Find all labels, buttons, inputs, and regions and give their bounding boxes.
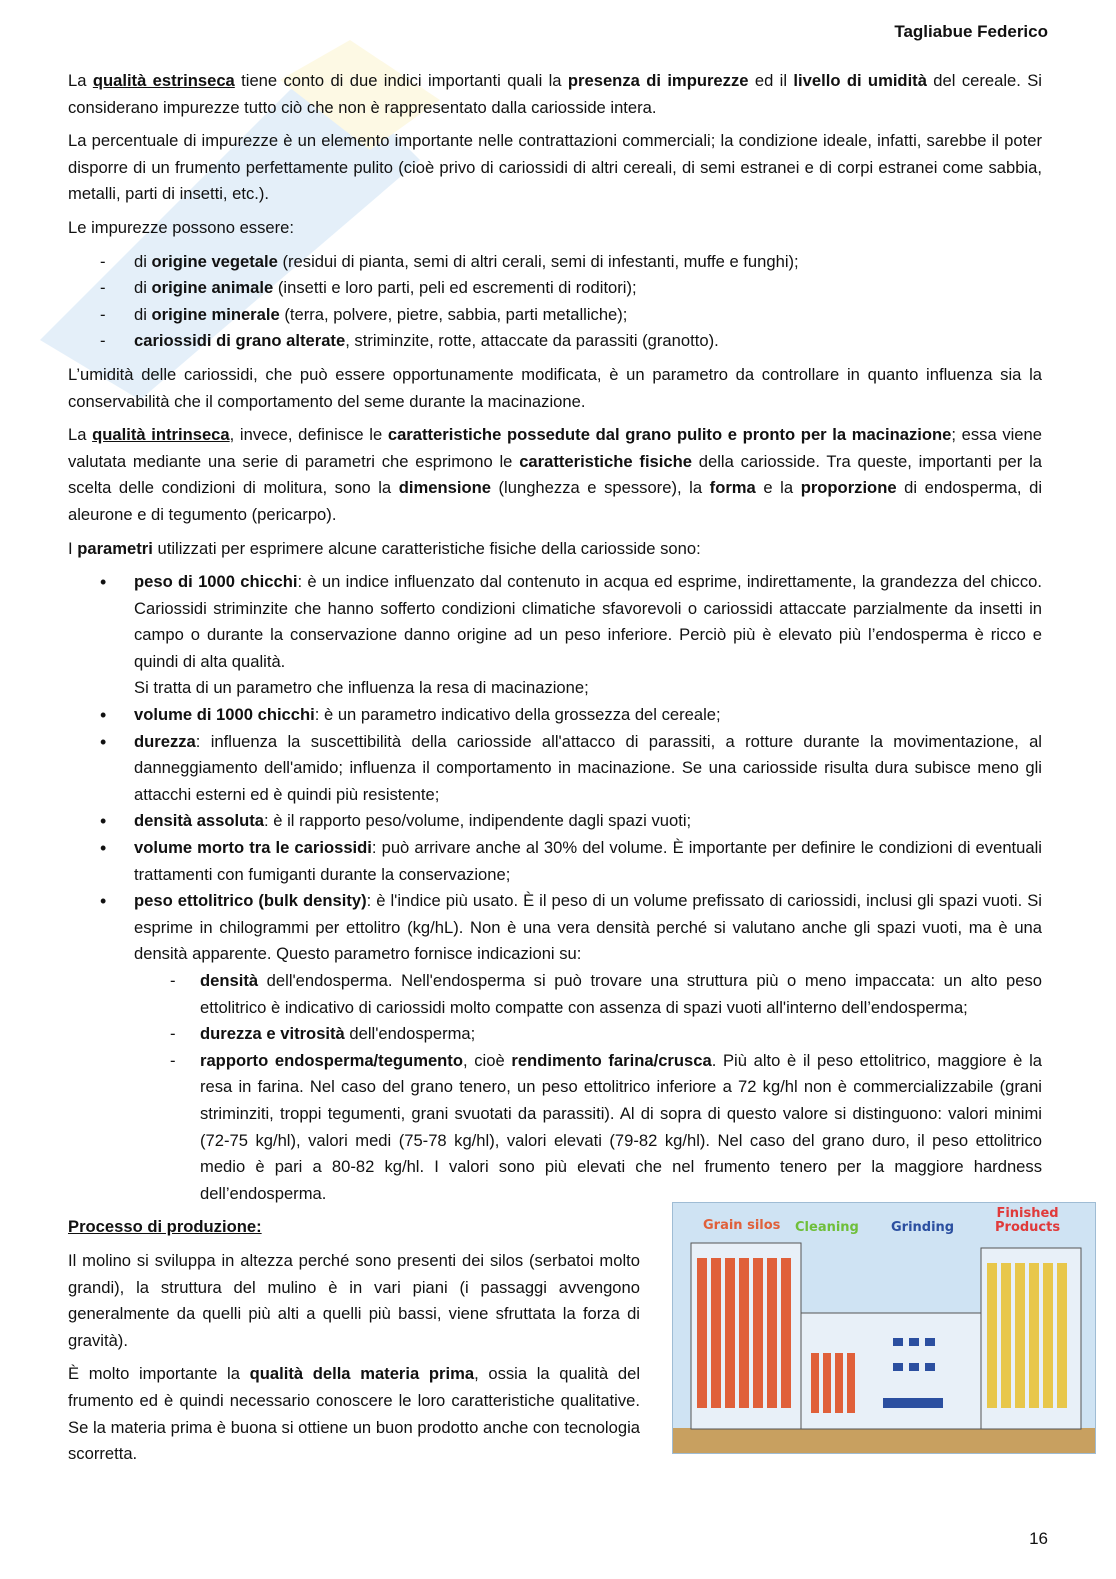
list-item: • durezza: influenza la suscettibilità della cariosside all'attacco di parassiti, a rotture durante la movimentazione, al danneggiamento dell'amido; influenza il comportamento in macinazione. Se una cariosside risulta dura subisce meno gli attacchi esterni ed è quindi più resistente; — [68, 729, 1042, 809]
label-grinding: Grinding — [891, 1220, 955, 1236]
paragraph-impurity-percentage: La percentuale di impurezze è un elemento importante nelle contrattazioni commerciali; la condizione ideale, infatti, sarebbe il poter disporre di un frumento perfettamente pulito (cioè privo di cariossidi di altri cereali, di semi estranei e di corpi estranei come sabbia, metalli, parti di insetti, etc.). — [68, 131, 1042, 204]
roller-mill — [893, 1338, 903, 1346]
list-item: - di origine vegetale (residui di pianta, semi di altri cerali, semi di infestanti, muffe e funghi); — [68, 249, 1042, 276]
page-number: 16 — [1029, 1529, 1048, 1548]
paragraph-humidity: L’umidità delle cariossidi, che può essere opportunamente modificata, è un parametro da controllare in quanto influenza sia la conservabilità che il comportamento del seme durante la macinazione. — [68, 364, 1042, 411]
silo — [767, 1258, 777, 1408]
silo — [711, 1258, 721, 1408]
silos-group — [697, 1258, 791, 1408]
list-item: • peso di 1000 chicchi: è un indice influenzato dal contenuto in acqua ed esprime, indirettamente, la grandezza del chicco. Cariossidi striminzite che hanno sofferto condizioni climatiche sfavorevoli o cariossidi attaccate parzialmente da insetti in campo o durante la conservazione danno origine ad un peso inferiore. Perciò più è elevato più l’endosperma è ricco e quindi di alta qualità. Si tratta di un parametro che influenza la resa di macinazione; — [68, 569, 1042, 702]
product-bin — [987, 1263, 997, 1408]
production-section — [68, 1206, 1061, 1474]
production-title: Processo di produzione: — [68, 1217, 262, 1237]
roller-mill — [893, 1363, 903, 1371]
product-bin — [1029, 1263, 1039, 1408]
roller-mill — [925, 1338, 935, 1346]
label-grain-silos: Grain silos — [703, 1218, 781, 1234]
silo — [739, 1258, 749, 1408]
paragraph-mill-structure: Il molino si sviluppa in altezza perché sono presenti dei silos (serbatoi molto grandi), la struttura del mulino è in vari piani (i passaggi avvengono generalmente da quelli più alti a quelli più bassi, viene sfruttata la forza di gravità). — [68, 1250, 640, 1350]
header-author: Tagliabue Federico — [894, 22, 1048, 41]
silo — [697, 1258, 707, 1408]
roller-mill — [909, 1363, 919, 1371]
silo — [725, 1258, 735, 1408]
product-bin — [1015, 1263, 1025, 1408]
paragraph-intrinsic-quality: La qualità intrinseca, invece, definisce le caratteristiche possedute dal grano pulito e pronto per la macinazione; essa viene valutata mediante una serie di parametri che esprimono le caratteristiche fisiche della cariosside. Tra queste, importanti per la scelta delle condizioni di molitura, sono la dimensione (lunghezza e spessore), la forma e la proporzione di endosperma, di aleurone e di tegumento (pericarpo). — [68, 425, 1042, 524]
product-bin — [1057, 1263, 1067, 1408]
paragraph-params-intro: I parametri utilizzati per esprimere alcune caratteristiche fisiche della cariosside sono: — [68, 538, 701, 558]
page-content — [68, 68, 1061, 1474]
production-text — [68, 1214, 640, 1474]
cleaning-bin — [847, 1353, 855, 1413]
list-item: - densità dell'endosperma. Nell'endosperma si può trovare una struttura più o meno impaccata: un alto peso ettolitrico è indicativo di cariossidi molto compatte con assenza di spazi vuoti all'interno dell’endosperma; — [134, 968, 1042, 1021]
list-item: - cariossidi di grano alterate, striminzite, rotte, attaccate da parassiti (granotto). — [68, 328, 1042, 355]
impurity-list — [68, 249, 1042, 355]
params-list — [68, 569, 1042, 1207]
list-item: - rapporto endosperma/tegumento, cioè rendimento farina/crusca. Più alto è il peso ettolitrico, maggiore è la resa in farina. Nel caso del grano tenero, un peso ettolitrico inferiore a 72 kg/hl non è commercializzabile (grani striminziti, troppi tegumenti, grani svuotati da parassiti). Al di sopra di questo valore si distinguono: valori minimi (72-75 kg/hl), valori medi (75-78 kg/hl), valori elevati (79-82 kg/hl). Nel caso del grano duro, il peso ettolitrico medio è pari a 80-82 kg/hl. I valori sono più elevati che nel frumento tenero per la maggiore hardness dell’endosperma. — [134, 1048, 1042, 1208]
product-bin — [1001, 1263, 1011, 1408]
list-item: • volume di 1000 chicchi: è un parametro indicativo della grossezza del cereale; — [68, 702, 1042, 729]
list-item: • densità assoluta: è il rapporto peso/volume, indipendente dagli spazi vuoti; — [68, 808, 1042, 835]
paragraph-impurity-types-intro: Le impurezze possono essere: — [68, 217, 294, 237]
silo — [753, 1258, 763, 1408]
list-item: • peso ettolitrico (bulk density): è l'indice più usato. È il peso di un volume prefissato di cariossidi, inclusi gli spazi vuoti. Si esprime in chilogrammi per ettolitro (kg/hL). Non è una vera densità perché si valutano anche gli spazi vuoti, ma è una densità apparente. Questo parametro fornisce indicazioni su: - densità dell'endosperma. Nell'endosperma si può trovare una struttura più o meno impaccata: un alto peso ettolitrico è indicativo di cariossidi molto compatte con assenza di spazi vuoti all'interno dell’endosperma; - durezza e vitrosità dell'endosperma; - rapporto endosperma/tegumento, cioè rendimento farina/crusca. Più alto è il peso ettolitrico, maggiore è la resa in farina. Nel caso del grano tenero, un peso ettolitrico inferiore a 72 kg/hl non è commercializzabile (grani striminziti, troppi tegumenti, grani svuotati da parassiti). Al di sopra di questo valore si distinguono: valori minimi (72-75 kg/hl), valori medi (75-78 kg/hl), valori elevati (79-82 kg/hl). Nel caso del grano duro, il peso ettolitrico medio è pari a 80-82 kg/hl. I valori sono più elevati che nel frumento tenero per la maggiore hardness dell’endosperma. — [68, 888, 1042, 1207]
list-item: - durezza e vitrosità dell'endosperma; — [134, 1021, 1042, 1048]
cleaning-bin — [811, 1353, 819, 1413]
paragraph-raw-material: È molto importante la qualità della materia prima, ossia la qualità del frumento ed è quindi necessario conoscere le loro caratteristiche qualitative. Se la materia prima è buona si ottiene un buon prodotto anche con tecnologia scorretta. — [68, 1364, 641, 1464]
label-cleaning: Cleaning — [795, 1220, 859, 1236]
list-item: • volume morto tra le cariossidi: può arrivare anche al 30% del volume. È importante per definire le condizioni di eventuali trattamenti con fumiganti durante la conservazione; — [68, 835, 1042, 888]
paragraph-extrinsic-quality: La qualità estrinseca tiene conto di due indici importanti quali la presenza di impurezze ed il livello di umidità del cereale. Si considerano impurezze tutto ciò che non è rappresentato dalla cariosside intera. — [68, 71, 1042, 117]
mill-diagram — [672, 1202, 1096, 1454]
mill-drawing — [673, 1203, 1095, 1453]
list-item: - di origine minerale (terra, polvere, pietre, sabbia, parti metalliche); — [68, 302, 1042, 329]
roller-mill — [925, 1363, 935, 1371]
roller-mill — [909, 1338, 919, 1346]
roller-mill — [883, 1398, 943, 1408]
label-finished-products: Finished Products — [995, 1206, 1061, 1236]
product-bin — [1043, 1263, 1053, 1408]
cleaning-bin — [823, 1353, 831, 1413]
cleaning-bin — [835, 1353, 843, 1413]
bulk-density-sublist — [134, 968, 1042, 1207]
ground — [673, 1428, 1095, 1453]
list-item: - di origine animale (insetti e loro parti, peli ed escrementi di roditori); — [68, 275, 1042, 302]
silo — [781, 1258, 791, 1408]
